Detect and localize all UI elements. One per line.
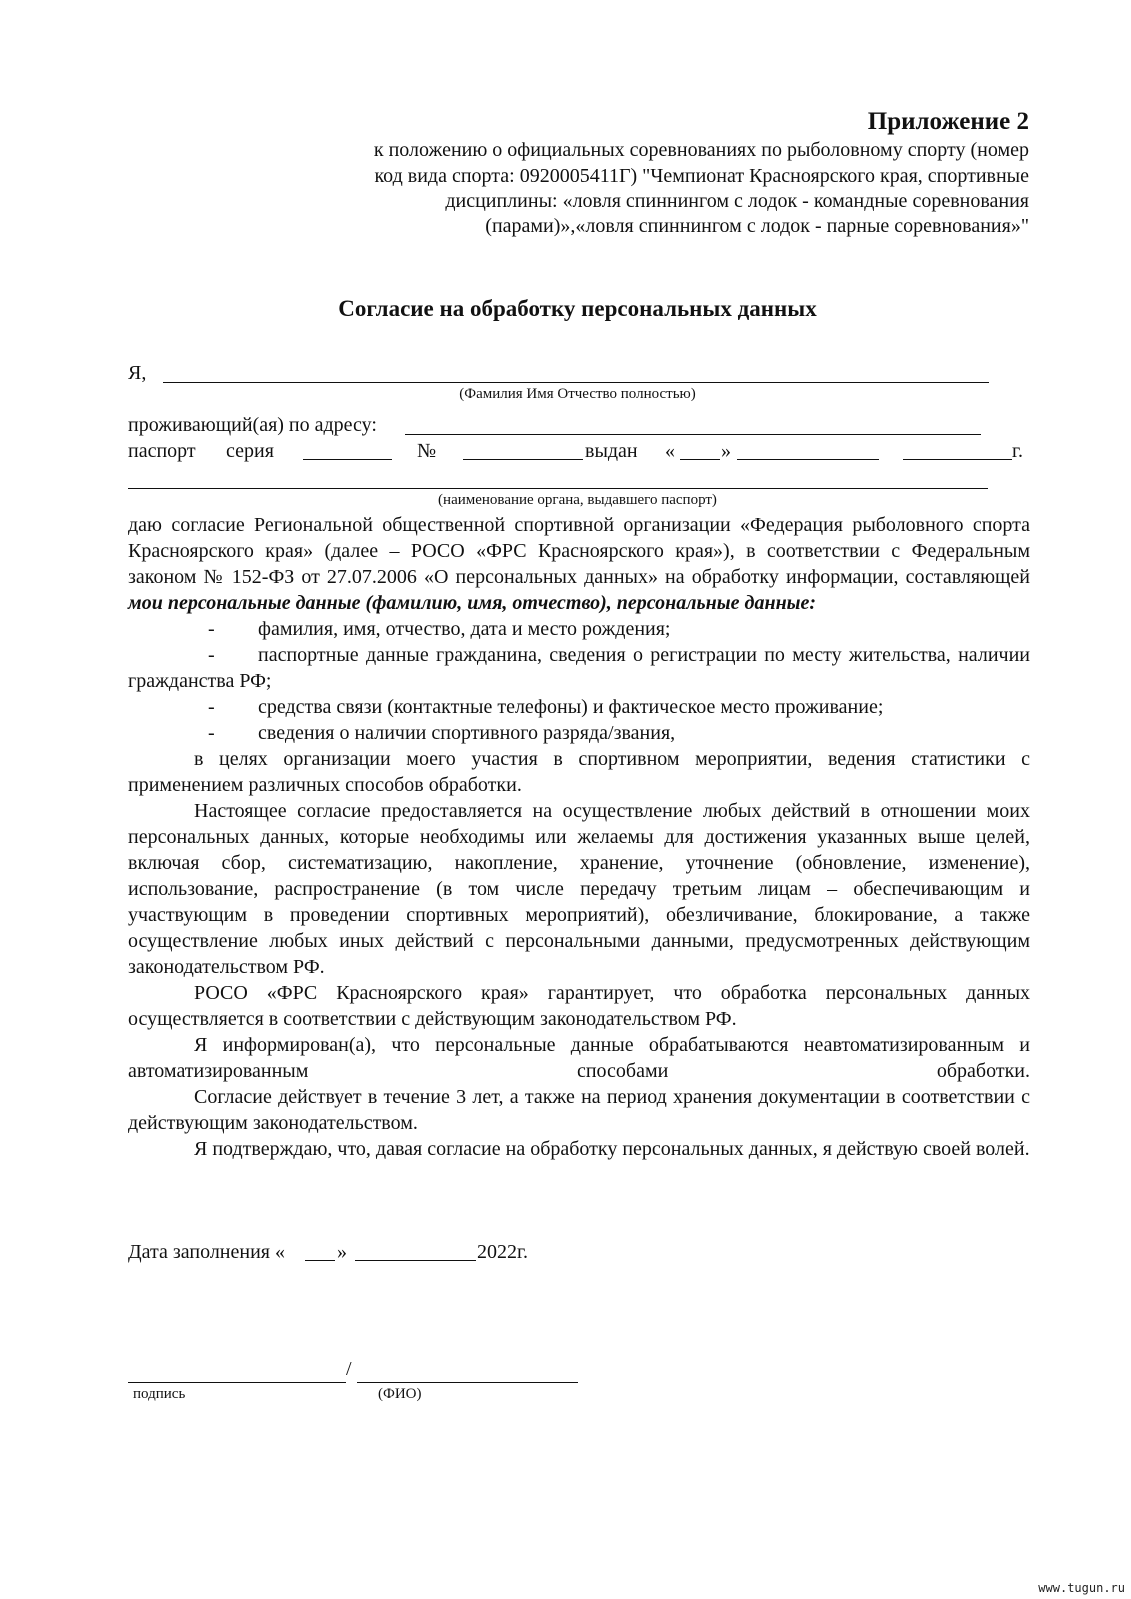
purpose-paragraph: в целях организации моего участия в спортивном мероприятии, ведения статистики с применением различных способов обработки. [128, 748, 1030, 796]
issuer-field[interactable] [128, 488, 988, 489]
signature-slash: / [346, 1358, 352, 1380]
issued-label: выдан [585, 440, 638, 462]
consent-paragraph-3: РОСО «ФРС Красноярского края» гарантирует, что обработка персональных данных осуществляется в соответствии с действующим законодательством РФ. [128, 982, 1030, 1030]
appendix-line-2: код вида спорта: 0920005411Г) "Чемпионат Красноярского края, спортивные [374, 165, 1029, 187]
date-close-quote: » [337, 1241, 347, 1263]
bullet-dash: - [208, 696, 215, 718]
bullet-item-2 [128, 642, 1030, 694]
date-day-field[interactable] [305, 1260, 335, 1261]
watermark: www.tugun.ru [1038, 1581, 1125, 1595]
consent-paragraph-6: Я подтверждаю, что, давая согласие на обработку персональных данных, я действую своей волей. [194, 1138, 1030, 1160]
consent-paragraph-5: Согласие действует в течение 3 лет, а также на период хранения документации в соответствии с действующим законодательством. [128, 1086, 1030, 1134]
fio-caption: (Фамилия Имя Отчество полностью) [459, 386, 696, 402]
consent-text: даю согласие Региональной общественной спортивной организации «Федерация рыболовного спорта Красноярского края» (далее – РОСО «ФРС Красноярского края»), в соответствии с Федеральным законом № 152-ФЗ от 27.07.2006 «О персональных данных» на обработку информации, составляющей [128, 514, 1030, 588]
appendix-line-1: к положению о официальных соревнованиях по рыболовному спорту (номер [373, 139, 1029, 161]
bullet-item-3 [128, 694, 1030, 720]
consent-bold-text: мои персональные данные (фамилию, имя, отчество), персональные данные: [128, 592, 817, 614]
bullet-text: фамилия, имя, отчество, дата и место рождения; [258, 618, 671, 640]
signature-fio-field[interactable] [357, 1382, 578, 1383]
date-label: Дата заполнения « [128, 1241, 285, 1263]
date-month-field[interactable] [355, 1260, 476, 1261]
bullet-text: средства связи (контактные телефоны) и фактическое место проживание; [258, 696, 884, 718]
bullet-dash: - [208, 644, 215, 666]
issue-year-field[interactable] [903, 459, 1012, 460]
consent-body [128, 512, 1030, 1162]
appendix-line-3: дисциплины: «ловля спиннингом с лодок - командные соревнования [445, 190, 1029, 212]
document-title: Согласие на обработку персональных данных [338, 296, 817, 321]
address-label: проживающий(ая) по адресу: [128, 414, 377, 436]
year-suffix: г. [1012, 440, 1023, 462]
series-label: серия [226, 440, 274, 462]
bullet-dash: - [208, 618, 215, 640]
issue-day-close-quote: » [721, 440, 731, 462]
number-label: № [417, 440, 437, 462]
issue-day-field[interactable] [680, 459, 720, 460]
issue-day-open-quote: « [665, 440, 675, 462]
appendix-line-4: (парами)»,«ловля спиннингом с лодок - парные соревнования»" [485, 215, 1029, 237]
bullet-text: сведения о наличии спортивного разряда/звания, [258, 722, 676, 744]
series-field[interactable] [303, 459, 392, 460]
bullet-item-1 [128, 616, 1030, 642]
signature-fio-caption: (ФИО) [378, 1386, 422, 1402]
passport-label: паспорт [128, 440, 196, 462]
date-year: 2022г. [477, 1241, 528, 1263]
signature-field[interactable] [128, 1382, 346, 1383]
bullet-dash: - [208, 722, 215, 744]
issuer-caption: (наименование органа, выдавшего паспорт) [438, 492, 717, 508]
fio-field[interactable] [163, 382, 989, 383]
address-field[interactable] [405, 434, 981, 435]
bullet-item-4 [128, 720, 1030, 746]
signature-caption: подпись [133, 1386, 186, 1402]
issue-month-field[interactable] [737, 459, 879, 460]
i-label: Я, [128, 362, 147, 384]
consent-paragraph-4: Я информирован(а), что персональные данные обрабатываются неавтоматизированным и автоматизированным способами обработки. [128, 1034, 1030, 1082]
consent-paragraph-2: Настоящее согласие предоставляется на осуществление любых действий в отношении моих персональных данных, которые необходимы или желаемы для достижения указанных выше целей, включая сбор, систематизацию, накопление, хранение, уточнение (обновление, изменение), использование, распространение (в том числе передачу третьим лицам – обеспечивающим и участвующим в проведении спортивных мероприятий), обезличивание, блокирование, а также осуществление любых иных действий с персональными данными, предусмотренных действующим законодательством РФ. [128, 800, 1030, 978]
consent-paragraph-1 [128, 512, 1030, 616]
number-field[interactable] [463, 459, 583, 460]
bullet-text: паспортные данные гражданина, сведения о регистрации по месту жительства, наличии гражданства РФ; [128, 644, 1030, 692]
appendix-title: Приложение 2 [867, 108, 1029, 135]
